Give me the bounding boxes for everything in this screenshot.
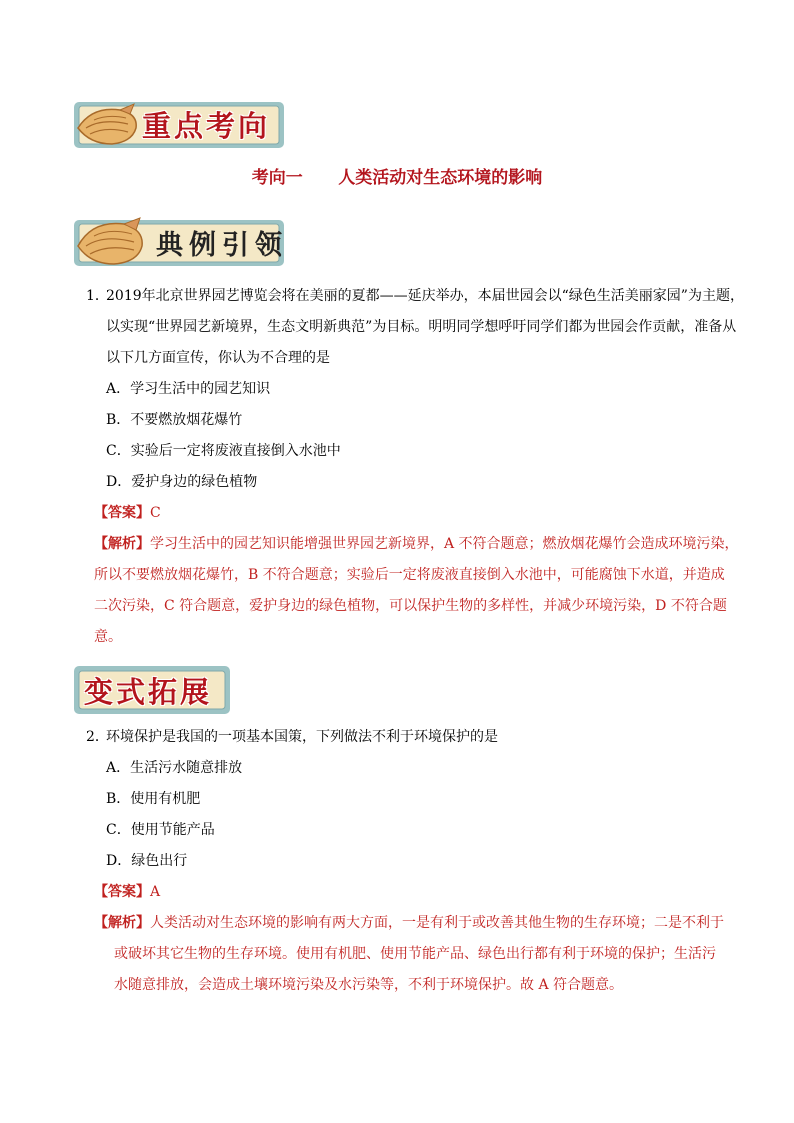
section-number: 考向一	[251, 168, 303, 188]
conch-shell-icon	[72, 214, 150, 270]
answer-label: 【答案】	[94, 884, 150, 900]
option-d: D．绿色出行	[106, 853, 188, 869]
analysis-line: 意。	[94, 629, 122, 645]
option-b: B．使用有机肥	[106, 791, 201, 807]
option-c: C．实验后一定将废液直接倒入水池中	[106, 443, 341, 459]
banner-title: 重点考向	[142, 109, 271, 143]
analysis-line: 水随意排放，会造成土壤环境污染及水污染等，不利于环境保护。故 A 符合题意。	[114, 977, 624, 993]
conch-shell-icon	[72, 98, 142, 152]
analysis-label: 【解析】	[94, 915, 150, 931]
option-d: D．爱护身边的绿色植物	[106, 474, 258, 490]
question-stem-line: 以下几方面宣传，你认为不合理的是	[106, 350, 330, 366]
analysis-line: 所以不要燃放烟花爆竹，B 不符合题意；实验后一定将废液直接倒入水池中，可能腐蚀下水道，并造成	[94, 567, 725, 583]
analysis-line: 或破坏其它生物的生存环境。使用有机肥、使用节能产品、绿色出行都有利于环境的保护；生活污	[114, 946, 716, 962]
variant-extension-banner	[72, 662, 232, 718]
answer-value: C	[150, 505, 161, 521]
banner-title: 典例引领	[156, 230, 288, 261]
analysis-line	[94, 913, 724, 933]
option-a: A．生活污水随意排放	[106, 760, 243, 776]
option-c: C．使用节能产品	[106, 822, 215, 838]
analysis-line	[94, 534, 739, 554]
answer-value: A	[150, 884, 161, 900]
question-stem-line: 2019年北京世界园艺博览会将在美丽的夏都——延庆举办，本届世园会以“绿色生活美丽家园”为主题，	[106, 288, 744, 304]
key-direction-banner	[72, 98, 286, 152]
question-number: 1．	[86, 288, 109, 304]
typical-example-banner	[72, 214, 286, 270]
banner-title: 变式拓展	[84, 675, 213, 709]
analysis-label: 【解析】	[94, 536, 150, 552]
section-heading	[0, 163, 794, 188]
answer-label: 【答案】	[94, 505, 150, 521]
question-number: 2．	[86, 729, 109, 745]
option-b: B．不要燃放烟花爆竹	[106, 412, 243, 428]
analysis-text: 学习生活中的园艺知识能增强世界园艺新境界，A 不符合题意；燃放烟花爆竹会造成环境污染，	[150, 536, 739, 552]
analysis-line: 二次污染，C 符合题意，爱护身边的绿色植物，可以保护生物的多样性，并减少环境污染，D 不符合题	[94, 598, 727, 614]
option-a: A．学习生活中的园艺知识	[106, 381, 271, 397]
analysis-text: 人类活动对生态环境的影响有两大方面，一是有利于或改善其他生物的生存环境；二是不利于	[150, 915, 724, 931]
question-stem: 环境保护是我国的一项基本国策，下列做法不利于环境保护的是	[106, 729, 498, 745]
section-title: 人类活动对生态环境的影响	[338, 168, 543, 188]
answer-line	[94, 503, 161, 523]
answer-line	[94, 882, 160, 902]
question-stem-line: 以实现“世界园艺新境界，生态文明新典范”为目标。明明同学想呼吁同学们都为世园会作贡献，准备从	[106, 319, 737, 335]
